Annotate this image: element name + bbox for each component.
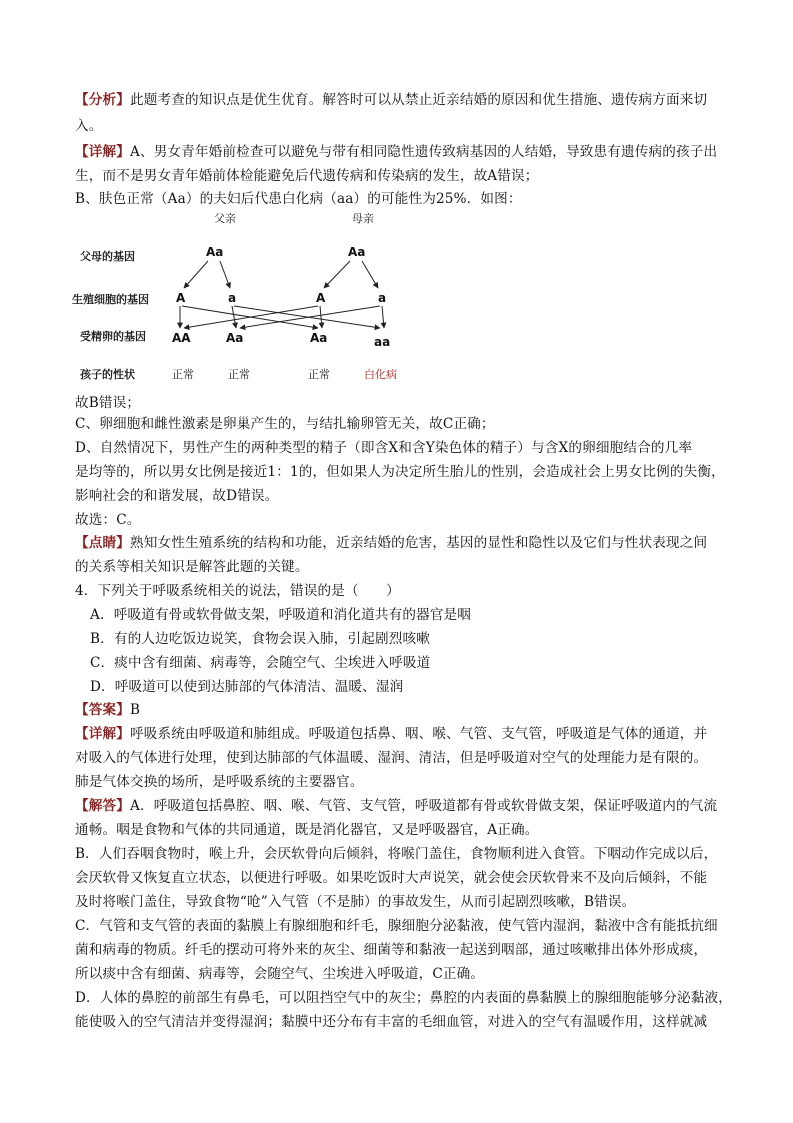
solution-line-5: [75, 896, 729, 910]
line-text: A．呼吸道包括鼻腔、咽、喉、气管、支气管，呼吸道都有骨或软骨做支架，保证呼吸道内的气流: [129, 798, 718, 814]
line-text: 及时将喉门盖住，导致食物“呛”入气管（不是肺）的事故发生，从而引起剧烈咳嗽，B错误。: [75, 894, 636, 910]
line-text: A．呼吸道有骨或软骨做支架，呼吸道和消化道共有的器官是咽: [90, 607, 472, 623]
father-label: 父亲: [214, 212, 236, 225]
line-text: C．痰中含有细菌、病毒等，会随空气、尘埃进入呼吸道: [90, 655, 431, 671]
arrow-line: [320, 306, 322, 328]
line-text: A、男女青年婚前检查可以避免与带有相同隐性遗传致病基因的人结婚，导致患有遗传病的孩子出: [129, 144, 718, 160]
line-text: 4．下列关于呼吸系统相关的说法，错误的是（ ）: [75, 583, 400, 599]
line-text: 熟知女性生殖系统的结构和功能，近亲结婚的危害，基因的显性和隐性以及它们与性状表现之间: [129, 535, 708, 551]
option-d: [90, 681, 729, 695]
row-label-traits: 孩子的性状: [80, 368, 135, 381]
line-text: B．人们吞咽食物时，喉上升，会厌软骨向后倾斜，将喉门盖住，食物顺利进入食管。下咽动作完成以后，: [75, 846, 718, 862]
line-text: D、自然情况下，男性产生的两种类型的精子（即含X和含Y染色体的精子）与含X的卵细胞结合的几率: [75, 440, 693, 456]
answer-line: [75, 704, 729, 718]
section-tag: 【详解】: [75, 144, 130, 160]
row-label-zygotes: 受精卵的基因: [80, 330, 146, 343]
detail-line-8: [75, 490, 729, 504]
arrow-line: [220, 261, 230, 288]
row-label-parents: 父母的基因: [80, 250, 135, 263]
line-text: 肺是气体交换的场所，是呼吸系统的主要器官。: [75, 774, 364, 790]
trait-albinism: 白化病: [364, 368, 397, 381]
comment-line-1: [75, 537, 729, 551]
mother-genotype: Aa: [348, 245, 366, 259]
comment-line-2: [75, 561, 729, 575]
line-text: C、卵细胞和雌性激素是卵巢产生的，与结扎输卵管无关，故C正确；: [75, 416, 495, 432]
section-tag: 【分析】: [75, 92, 130, 108]
line-text: 故B错误；: [75, 395, 141, 411]
arrow-line: [232, 306, 236, 328]
arrow-line: [362, 261, 378, 288]
line-text: B、肤色正常（Aa）的夫妇后代患白化病（aa）的可能性为25%．如图：: [75, 191, 522, 207]
mother-label: 母亲: [352, 212, 374, 225]
line-text: 菌和病毒的物质。纤毛的摆动可将外来的灰尘、细菌等和黏液一起送到咽部，通过咳嗽排出体外形成痰，: [75, 942, 708, 958]
answer-choice-line: [75, 514, 729, 528]
gamete-father-a: a: [228, 291, 237, 305]
zygote-aa: aa: [374, 335, 391, 349]
line-text: 所以痰中含有细菌、病毒等，会随空气、尘埃进入呼吸道，C正确。: [75, 966, 485, 982]
arrow-line: [324, 261, 350, 288]
solution-line-10: [75, 1016, 729, 1030]
trait-normal-1: 正常: [172, 368, 194, 381]
section-tag: 【详解】: [75, 726, 130, 742]
line-text: C．气管和支气管的表面的黏膜上有腺细胞和纤毛，腺细胞分泌黏液，使气管内湿润，黏液中含有能抵抗细: [75, 918, 718, 934]
zygote-Aa-2: Aa: [310, 331, 328, 345]
detail-line-2: [75, 170, 729, 184]
option-c: [90, 657, 729, 671]
analysis-line-1: [75, 94, 729, 108]
gamete-mother-A: A: [316, 291, 326, 305]
arrow-line: [382, 306, 384, 328]
line-text: 影响社会的和谐发展，故D错误。: [75, 488, 279, 504]
line-text: D．人体的鼻腔的前部生有鼻毛，可以阻挡空气中的灰尘；鼻腔的内表面的鼻黏膜上的腺细胞能够分泌黏液，: [75, 990, 733, 1006]
option-a: [90, 609, 729, 623]
option-b: [90, 633, 729, 647]
father-genotype: Aa: [206, 245, 224, 259]
detail-line-3: [75, 193, 729, 207]
arrow-line: [184, 261, 208, 288]
detail-line-1: [75, 146, 729, 160]
solution-line-8: [75, 968, 729, 982]
line-text: 对吸入的气体进行处理，使到达肺部的气体温暖、湿润、清洁，但是呼吸道对空气的处理能力是有限的。: [75, 750, 708, 766]
line-text: 能使吸入的空气清洁并变得湿润；黏膜中还分布有丰富的毛细血管，对进入的空气有温暖作用，这样就减: [75, 1014, 708, 1030]
solution-line-2: [75, 824, 729, 838]
line-text: 呼吸系统由呼吸道和肺组成。呼吸道包括鼻、咽、喉、气管、支气管，呼吸道是气体的通道，并: [129, 726, 708, 742]
detail2-line-2: [75, 752, 729, 766]
zygote-AA: AA: [172, 331, 191, 345]
line-text: B．有的人边吃饭边说笑，食物会误入肺，引起剧烈咳嗽: [90, 631, 430, 647]
line-text: 入。: [75, 118, 103, 134]
line-text: 生，而不是男女青年婚前体检能避免后代遗传病和传染病的发生，故A错误；: [75, 168, 539, 184]
detail-line-4: [75, 397, 729, 411]
line-text: 故选：C。: [75, 512, 141, 528]
albinism-inheritance-diagram: [72, 210, 412, 388]
line-text: 此题考查的知识点是优生优育。解答时可以从禁止近亲结婚的原因和优生措施、遗传病方面来切: [129, 92, 708, 108]
solution-line-7: [75, 944, 729, 958]
analysis-line-2: [75, 120, 729, 134]
detail2-line-3: [75, 776, 729, 790]
section-tag: 【解答】: [75, 798, 130, 814]
line-text: 是均等的，所以男女比例是接近1：1的，但如果人为决定所生胎儿的性别，会造成社会上男女比例的失衡，: [75, 464, 725, 480]
row-label-gametes: 生殖细胞的基因: [72, 293, 149, 306]
detail-line-5: [75, 418, 729, 432]
solution-line-4: [75, 872, 729, 886]
section-tag: 【答案】: [75, 702, 130, 718]
line-text: 会厌软骨又恢复直立状态，以便进行呼吸。如果吃饭时大声说笑，就会使会厌软骨来不及向后倾斜，不能: [75, 870, 708, 886]
gamete-mother-a: a: [378, 291, 387, 305]
detail-line-7: [75, 466, 729, 480]
question-4-stem: [75, 585, 729, 599]
trait-normal-3: 正常: [308, 368, 330, 381]
gamete-father-A: A: [176, 291, 186, 305]
line-text: B: [129, 702, 141, 718]
solution-line-6: [75, 920, 729, 934]
line-text: D．呼吸道可以使到达肺部的气体清洁、温暖、湿润: [90, 679, 404, 695]
section-tag: 【点睛】: [75, 535, 130, 551]
detail-line-6: [75, 442, 729, 456]
line-text: 通畅。咽是食物和气体的共同通道，既是消化器官，又是呼吸器官，A正确。: [75, 822, 539, 838]
trait-normal-2: 正常: [228, 368, 250, 381]
solution-line-1: [75, 800, 729, 814]
solution-line-9: [75, 990, 733, 1006]
line-text: 的关系等相关知识是解答此题的关键。: [75, 559, 309, 575]
solution-line-3: [75, 848, 729, 862]
zygote-Aa-1: Aa: [226, 331, 244, 345]
detail2-line-1: [75, 728, 729, 742]
